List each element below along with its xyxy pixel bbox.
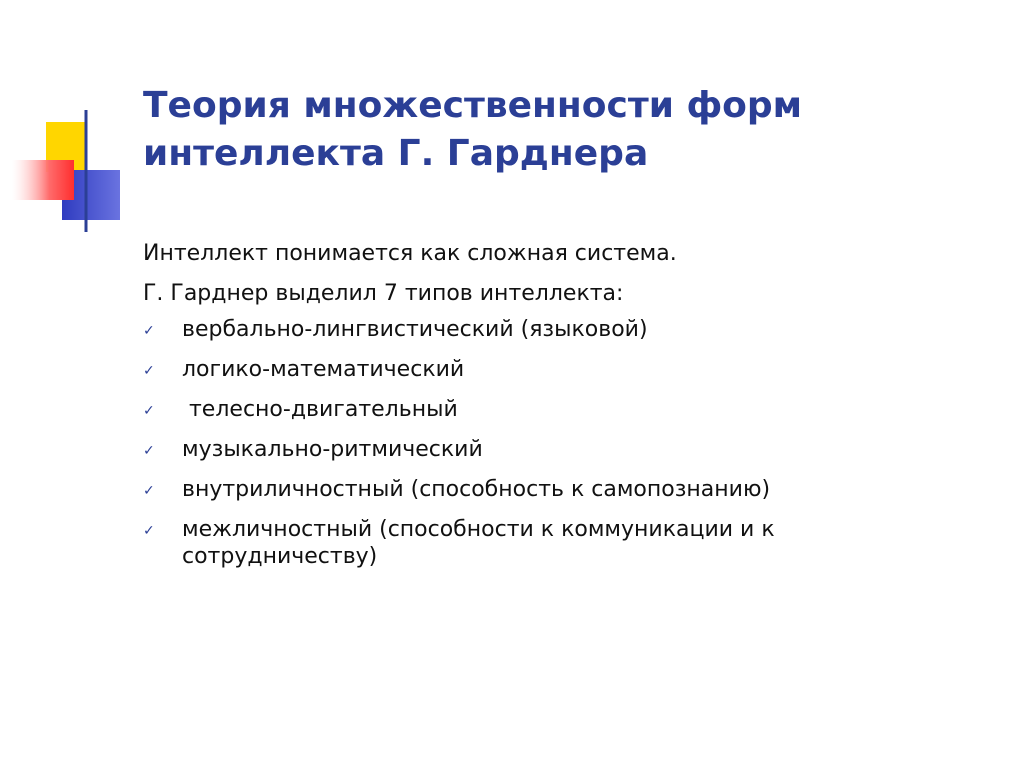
list-item <box>143 396 863 423</box>
intro-line-2: Г. Гарднер выделил 7 типов интеллекта: <box>143 281 624 306</box>
slide-body <box>143 234 863 583</box>
list-item-text: телесно-двигательный <box>182 397 458 422</box>
list-item <box>143 516 862 570</box>
intro-line-1: Интеллект понимается как сложная система. <box>143 241 677 266</box>
red-square <box>12 160 74 200</box>
intelligence-types-list <box>143 316 863 570</box>
list-item-text: межличностный (способности к коммуникации и к сотрудничеству) <box>182 517 775 569</box>
slide-title <box>143 82 1003 178</box>
list-item-text: музыкально-ритмический <box>182 437 483 462</box>
checkmark-icon: ✓ <box>143 363 155 379</box>
checkmark-icon: ✓ <box>143 323 155 339</box>
checkmark-icon: ✓ <box>143 403 155 419</box>
title-line-2: интеллекта Г. Гарднера <box>143 133 649 174</box>
checkmark-icon: ✓ <box>143 443 155 459</box>
list-item <box>143 316 863 343</box>
list-item <box>143 356 863 383</box>
list-item <box>143 436 863 463</box>
list-item-text: внутриличностный (способность к самопознанию) <box>182 477 771 502</box>
title-line-1: Теория множественности форм <box>143 85 803 126</box>
list-item-text: логико-математический <box>182 357 465 382</box>
list-item <box>143 476 863 503</box>
list-item-text: вербально-лингвистический (языковой) <box>182 317 648 342</box>
checkmark-icon: ✓ <box>143 483 155 499</box>
checkmark-icon: ✓ <box>143 523 155 539</box>
